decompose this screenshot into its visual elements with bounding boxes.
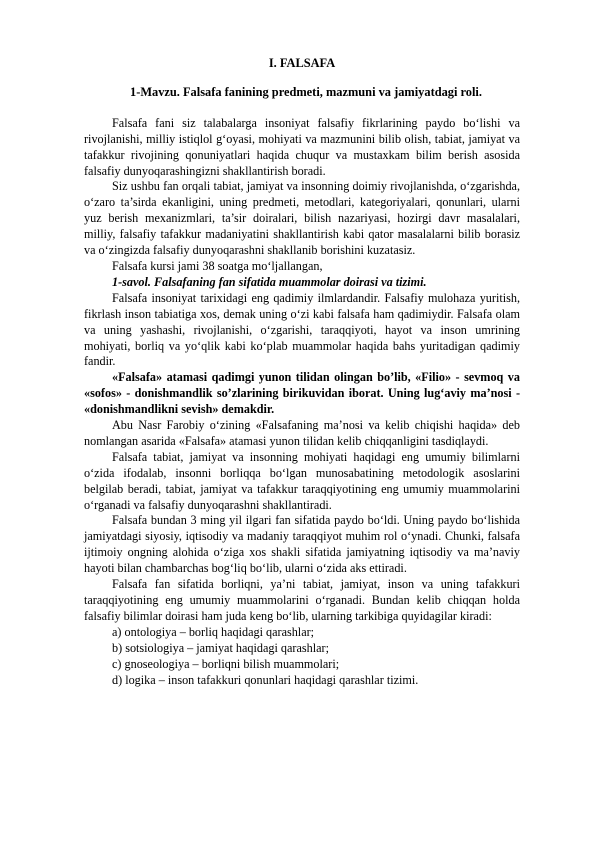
list-item: b) sotsiologiya – jamiyat haqidagi qarashlar;: [112, 640, 329, 655]
page-title: I. FALSAFA: [268, 56, 336, 70]
question-heading: 1-savol. Falsafaning fan sifatida muammolar doirasi va tizimi.: [112, 274, 427, 289]
list-item: a) ontologiya – borliq haqidagi qarashlar;: [112, 624, 315, 639]
paragraph-scope: Falsafa fan sifatida borliqni, ya’ni tabiat, jamiyat, inson va uning tafakkuri taraqqiyotining eng umumiy muammolarini o‘rganadi. Bundan kelib chiqqan holda falsafiy bilimlar doirasi ham juda keng bo‘lib, ularning tarkibiga quyidagilar kiradi:: [84, 577, 520, 623]
paragraph-origin: Falsafa bundan 3 ming yil ilgari fan sifatida paydo bo‘ldi. Uning paydo bo‘lishida jamiyatdagi siyosiy, iqtisodiy va madaniy taraqqiyot muhim rol o‘ynadi. Chunki, falsafa ijtimoiy ongning alohida o‘ziga xos shakli sifatida jamiyatning iqtisodiy va ma’naviy hayoti bilan chambarchas bog‘liq bo‘lib, ularni o‘zida aks ettiradi.: [84, 513, 520, 576]
paragraph-course-goals: Siz ushbu fan orqali tabiat, jamiyat va insonning doimiy rivojlanishda, o‘zgarishda, o‘zaro ta’sirda ekanligini, uning predmeti, metodlari, kategoriyalari, qonunlari, ularni yuz berish mexanizmlari, ta’sir doiralari, bilish nazariyasi, hozirgi davr masalalari, milliy, falsafiy tafakkur madaniyatini shakllantirish kabi qator masalalarni bilib borasiz va o‘zingizda falsafiy dunyoqarashni shakllanib borishini kuzatasiz.: [84, 179, 520, 258]
paragraph-farobiy: Abu Nasr Farobiy o‘zining «Falsafaning ma’nosi va kelib chiqishi haqida» deb nomlangan asarida «Falsafa» atamasi yunon tilidan kelib chiqqanligini tasdiqlaydi.: [84, 418, 520, 448]
list-item: c) gnoseologiya – borliqni bilish muammolari;: [112, 656, 340, 671]
paragraph-intro: Falsafa fani siz talabalarga insoniyat falsafiy fikrlarining paydo bo‘lishi va rivojlanishi, milliy istiqlol g‘oyasi, mohiyati va mazmunini bilib olish, tabiat, jamiyat va tafakkur rivojining qonuniyatlari haqida chuqur va mustaxkam bilim berish asosida falsafiy dunyoqarashingizni shakllantirish boradi.: [84, 115, 520, 178]
paragraph-course-hours: Falsafa kursi jami 38 soatga mo‘ljallangan,: [112, 258, 323, 273]
topic-heading: 1-Mavzu. Falsafa fanining predmeti, mazmuni va jamiyatdagi roli.: [130, 84, 482, 99]
paragraph-ancient-science: Falsafa insoniyat tarixidagi eng qadimiy ilmlardandir. Falsafiy mulohaza yuritish, fikrlash inson tabiatiga xos, demak uning o‘zi kabi falsafa ham qadimiydir. Falsafa olam va uning yashashi, rivojlanishi, o‘zgarishi, taraqqiyoti, hayot va inson umrining mohiyati, borliq va yo‘qlik kabi ko‘plab muammolar haqida bahs yuritadigan qadimiy fandir.: [84, 290, 520, 369]
paragraph-term-definition: «Falsafa» atamasi qadimgi yunon tilidan olingan bo’lib, «Filio» - sevmoq va «sofos» - donishmandlik so’zlarining birikuvidan iborat. Uning lug‘aviy ma’nosi - «donishmandlikni sevish» demakdir.: [84, 370, 520, 417]
list-item: d) logika – inson tafakkuri qonunlari haqidagi qarashlar tizimi.: [112, 672, 419, 687]
paragraph-general-knowledge: Falsafa tabiat, jamiyat va insonning mohiyati haqidagi eng umumiy bilimlarni o‘zida ifodalab, insonni borliqqa bo‘lgan munosabatining metodologik asoslarini belgilab beradi, tabiat, jamiyat va tafakkur taraqqiyotining eng umumiy muammolarini o‘rganadi va falsafiy dunyoqarashni shakllantiradi.: [84, 449, 520, 512]
